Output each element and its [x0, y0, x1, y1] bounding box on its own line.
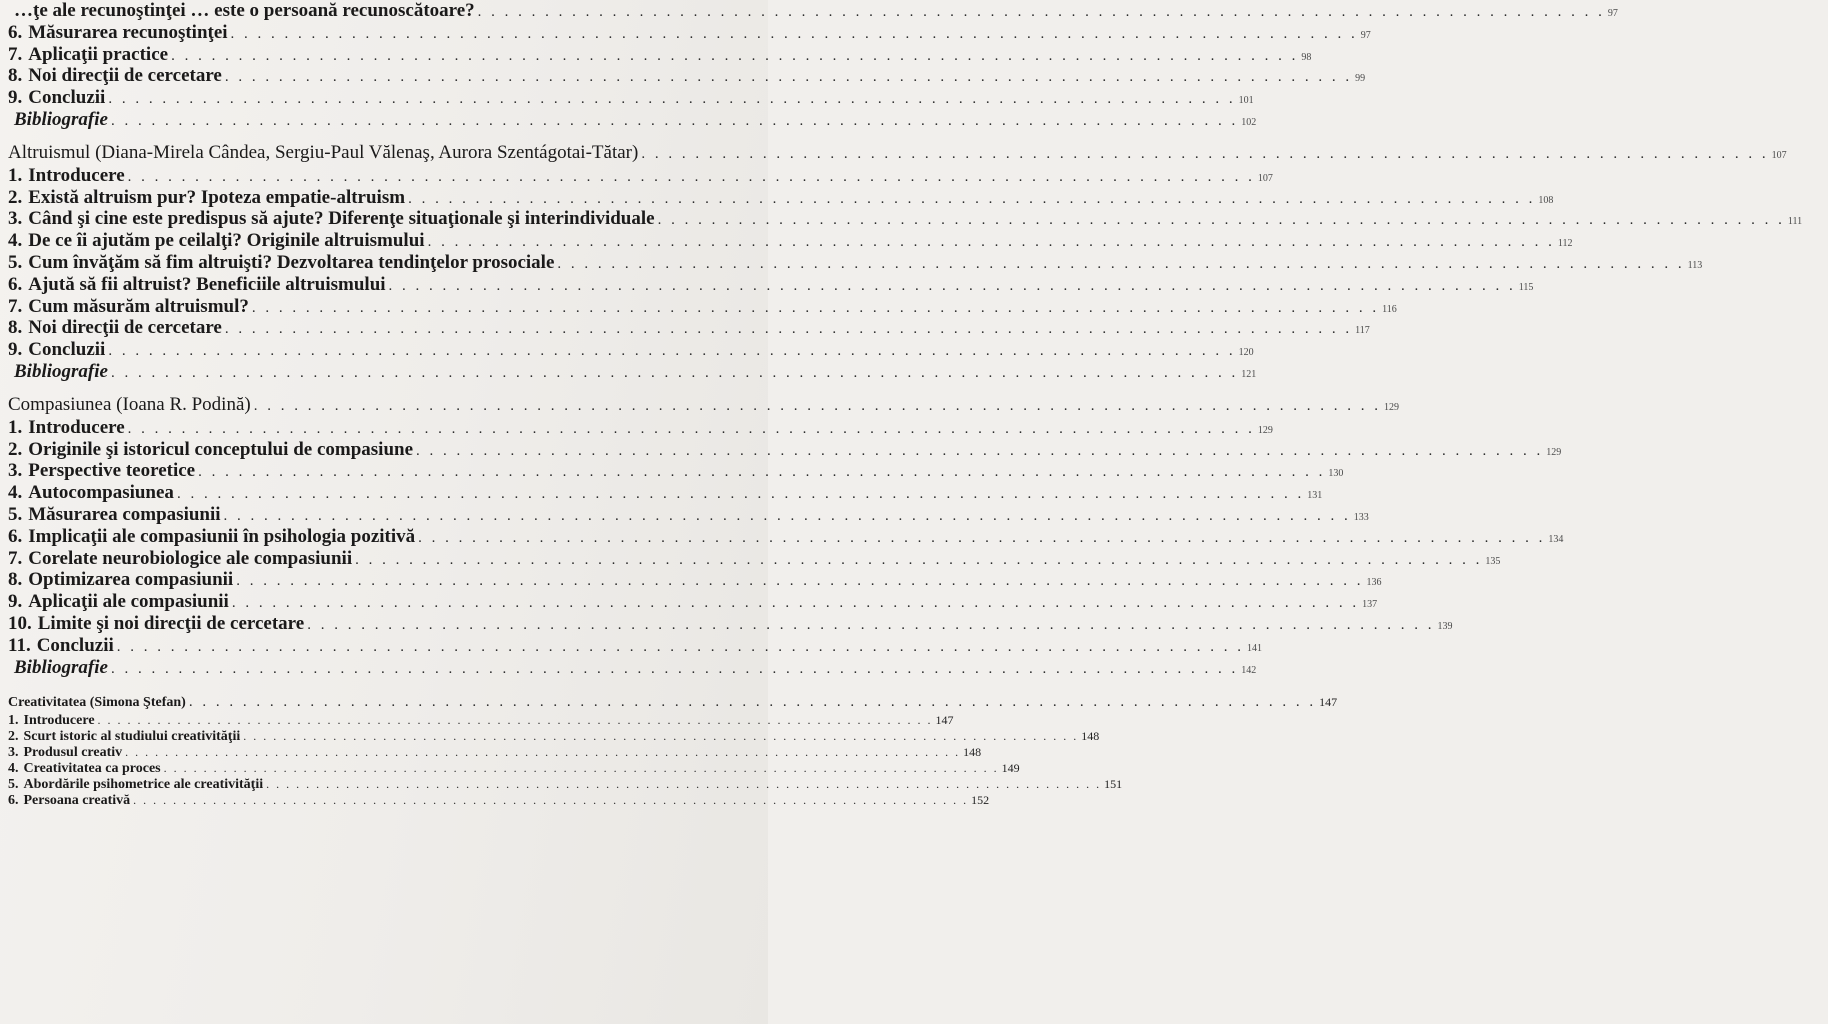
- dot-leader: . . . . . . . . . . . . . . . . . . . . . . . . . . . . . . . . . . . . . . . . . . . . . . . . . . . . . . . . . . . . . . . . . . . . . . . . . . . . . . . . . . . .: [108, 91, 1236, 108]
- dot-leader: . . . . . . . . . . . . . . . . . . . . . . . . . . . . . . . . . . . . . . . . . . . . . . . . . . . . . . . . . . . . . . . . . . . . . . . . . . . . . . . . . . . .: [657, 212, 1785, 229]
- page-number: 102: [1241, 116, 1257, 128]
- page-number: 107: [1257, 172, 1273, 184]
- entry-title: Noi direcţii de cercetare: [28, 65, 222, 87]
- page-number: 149: [1001, 761, 1020, 776]
- entry-number: 8.: [8, 569, 23, 591]
- toc-entry[interactable]: [8, 416, 1273, 439]
- toc-entry[interactable]: [8, 273, 1534, 296]
- page-number: 129: [1546, 446, 1562, 458]
- entry-number: 2.: [8, 729, 19, 745]
- dot-leader: . . . . . . . . . . . . . . . . . . . . . . . . . . . . . . . . . . . . . . . . . . . . . . . . . . . . . . . . . . . . . . . . . . . . . . . . . . . . . . . . . . . .: [127, 420, 1255, 437]
- toc-entry[interactable]: [8, 460, 1344, 482]
- dot-leader: . . . . . . . . . . . . . . . . . . . . . . . . . . . . . . . . . . . . . . . . . . . . . . . . . . . . . . . . . . . . . . . . . . . . . . . . . . . . . . . . . . . .: [224, 321, 1353, 338]
- toc-section-compassion: [8, 393, 1564, 679]
- entry-title: Ajută să fii altruist? Beneficiile altruismului: [28, 273, 386, 295]
- entry-title: Cum măsurăm altruismul?: [28, 295, 249, 317]
- page-number: 121: [1241, 368, 1257, 380]
- dot-leader: . . . . . . . . . . . . . . . . . . . . . . . . . . . . . . . . . . . . . . . . . . . . . . . . . . . . . . . . . . . . . . . . . . . . . . . . . . . . . . . . . . . .: [251, 299, 1380, 316]
- toc-entry[interactable]: [8, 21, 1371, 44]
- dot-leader: . . . . . . . . . . . . . . . . . . . . . . . . . . . . . . . . . . . . . . . . . . . . . . . . . . . . . . . . . . . . . . . . . . . . . . . . . . . . . . . . . . . .: [110, 660, 1239, 677]
- toc-entry[interactable]: [8, 87, 1254, 109]
- toc-entry[interactable]: [8, 186, 1554, 209]
- dot-leader: . . . . . . . . . . . . . . . . . . . . . . . . . . . . . . . . . . . . . . . . . . . . . . . . . . . . . . . . . . . . . . . . . . . . . . . . . . . . . . . . . . . .: [171, 47, 1299, 64]
- page-number: 108: [1538, 194, 1554, 206]
- dot-leader: . . . . . . . . . . . . . . . . . . . . . . . . . . . . . . . . . . . . . . . . . . . . . . . . . . . . . . . . . . . . . . . . . . . . . . . . . . . . . . . . . . . .: [133, 793, 969, 808]
- entry-number: 9.: [8, 339, 23, 361]
- entry-number: 8.: [8, 317, 23, 339]
- dot-leader: . . . . . . . . . . . . . . . . . . . . . . . . . . . . . . . . . . . . . . . . . . . . . . . . . . . . . . . . . . . . . . . . . . . . . . . . . . . . . . . . . . . .: [355, 551, 1483, 568]
- page-number: 131: [1307, 490, 1323, 502]
- entry-title: Concluzii: [28, 339, 106, 361]
- dot-leader: . . . . . . . . . . . . . . . . . . . . . . . . . . . . . . . . . . . . . . . . . . . . . . . . . . . . . . . . . . . . . . . . . . . . . . . . . . . . . . . . . . . .: [223, 507, 1351, 524]
- entry-number: 7.: [8, 295, 23, 317]
- dot-leader: . . . . . . . . . . . . . . . . . . . . . . . . . . . . . . . . . . . . . . . . . . . . . . . . . . . . . . . . . . . . . . . . . . . . . . . . . . . . . . . . . . . .: [198, 464, 1326, 481]
- toc-entry[interactable]: [8, 295, 1397, 318]
- section-heading-title: Compasiunea (Ioana R. Podină): [8, 393, 251, 415]
- entry-title: Aplicaţii practice: [28, 43, 169, 65]
- dot-leader: . . . . . . . . . . . . . . . . . . . . . . . . . . . . . . . . . . . . . . . . . . . . . . . . . . . . . . . . . . . . . . . . . . . . . . . . . . . . . . . . . . . .: [253, 397, 1381, 414]
- entry-number: 3.: [8, 745, 19, 761]
- entry-title: Măsurarea recunoştinţei: [28, 21, 228, 43]
- toc-entry[interactable]: [8, 164, 1273, 187]
- dot-leader: . . . . . . . . . . . . . . . . . . . . . . . . . . . . . . . . . . . . . . . . . . . . . . . . . . . . . . . . . . . . . . . . . . . . . . . . . . . . . . . . . . . .: [641, 145, 1769, 162]
- dot-leader: . . . . . . . . . . . . . . . . . . . . . . . . . . . . . . . . . . . . . . . . . . . . . . . . . . . . . . . . . . . . . . . . . . . . . . . . . . . . . . . . . . . .: [266, 777, 1102, 792]
- dot-leader: . . . . . . . . . . . . . . . . . . . . . . . . . . . . . . . . . . . . . . . . . . . . . . . . . . . . . . . . . . . . . . . . . . . . . . . . . . . . . . . . . . . .: [427, 234, 1555, 251]
- page-number: 147: [935, 713, 954, 728]
- toc-entry[interactable]: [8, 569, 1382, 591]
- toc-entry[interactable]: [8, 525, 1564, 548]
- entry-title: Concluzii: [36, 634, 114, 656]
- page-number: 111: [1787, 216, 1803, 228]
- toc-entry[interactable]: [8, 792, 990, 809]
- page-number: 136: [1366, 577, 1382, 589]
- entry-title: Concluzii: [28, 87, 106, 109]
- entry-title: Cum învăţăm să fim altruişti? Dezvoltarea tendinţelor prosociale: [28, 251, 555, 273]
- dot-leader: . . . . . . . . . . . . . . . . . . . . . . . . . . . . . . . . . . . . . . . . . . . . . . . . . . . . . . . . . . . . . . . . . . . . . . . . . . . . . . . . . . . .: [108, 343, 1236, 360]
- entry-number: 1.: [8, 713, 19, 729]
- dot-leader: . . . . . . . . . . . . . . . . . . . . . . . . . . . . . . . . . . . . . . . . . . . . . . . . . . . . . . . . . . . . . . . . . . . . . . . . . . . . . . . . . . . .: [231, 595, 1360, 612]
- section-heading[interactable]: [8, 141, 1787, 165]
- entry-title: De ce îi ajutăm pe ceilalţi? Originile altruismului: [28, 230, 425, 252]
- entry-number: 7.: [8, 43, 23, 65]
- toc-entry[interactable]: [8, 108, 1257, 131]
- dot-leader: . . . . . . . . . . . . . . . . . . . . . . . . . . . . . . . . . . . . . . . . . . . . . . . . . . . . . . . . . . . . . . . . . . . . . . . . . . . . . . . . . . . .: [307, 616, 1435, 633]
- page-number: 112: [1557, 238, 1573, 250]
- entry-number: 10.: [8, 612, 32, 634]
- entry-title: Bibliografie: [14, 360, 108, 382]
- toc-section-gratitude: [8, 0, 1618, 131]
- entry-number: 7.: [8, 547, 23, 569]
- toc-entry[interactable]: [8, 612, 1453, 635]
- entry-number: 4.: [8, 761, 19, 777]
- entry-number: 6.: [8, 525, 23, 547]
- dot-leader: . . . . . . . . . . . . . . . . . . . . . . . . . . . . . . . . . . . . . . . . . . . . . . . . . . . . . . . . . . . . . . . . . . . . . . . . . . . . . . . . . . . .: [416, 442, 1544, 459]
- dot-leader: . . . . . . . . . . . . . . . . . . . . . . . . . . . . . . . . . . . . . . . . . . . . . . . . . . . . . . . . . . . . . . . . . . . . . . . . . . . . . . . . . . . .: [418, 529, 1546, 546]
- page-number: 117: [1355, 325, 1370, 337]
- toc-entry[interactable]: [8, 208, 1803, 230]
- page-number: 129: [1383, 401, 1399, 413]
- entry-number: 11.: [8, 634, 31, 656]
- entry-title: Bibliografie: [14, 656, 108, 678]
- dot-leader: . . . . . . . . . . . . . . . . . . . . . . . . . . . . . . . . . . . . . . . . . . . . . . . . . . . . . . . . . . . . . . . . . . . . . . . . . . . . . . . . . . . .: [243, 729, 1079, 744]
- toc-entry[interactable]: [8, 547, 1501, 570]
- entry-title: Persoana creativă: [23, 793, 131, 809]
- entry-title: Introducere: [28, 416, 125, 438]
- toc-entry[interactable]: [8, 482, 1323, 504]
- entry-title: Aplicaţii ale compasiunii: [28, 591, 229, 613]
- toc-entry[interactable]: [8, 728, 1100, 745]
- dot-leader: . . . . . . . . . . . . . . . . . . . . . . . . . . . . . . . . . . . . . . . . . . . . . . . . . . . . . . . . . . . . . . . . . . . . . . . . . . . . . . . . . . . .: [388, 277, 1516, 294]
- dot-leader: . . . . . . . . . . . . . . . . . . . . . . . . . . . . . . . . . . . . . . . . . . . . . . . . . . . . . . . . . . . . . . . . . . . . . . . . . . . . . . . . . . . .: [110, 112, 1239, 129]
- page-number: 147: [1319, 695, 1338, 710]
- entry-title: Implicaţii ale compasiunii în psihologia pozitivă: [28, 525, 416, 547]
- page-number: 101: [1238, 95, 1254, 107]
- entry-title: Introducere: [23, 713, 95, 729]
- entry-title: Autocompasiunea: [28, 482, 174, 504]
- toc-entry[interactable]: [8, 251, 1703, 274]
- page-number: 133: [1353, 511, 1369, 523]
- toc-section-creativity: [8, 692, 1338, 809]
- entry-number: 3.: [8, 208, 23, 230]
- toc-entry[interactable]: [8, 591, 1378, 613]
- entry-number: 9.: [8, 87, 23, 109]
- entry-title: Bibliografie: [14, 108, 108, 130]
- entry-number: 5.: [8, 503, 23, 525]
- entry-title: …ţe ale recunoştinţei … este o persoană recunoscătoare?: [14, 0, 475, 21]
- toc-entry[interactable]: [8, 230, 1573, 252]
- page-number: 99: [1355, 73, 1366, 85]
- page-number: 97: [1360, 29, 1371, 41]
- entry-title: Corelate neurobiologice ale compasiunii: [28, 547, 353, 569]
- page-number: 107: [1771, 149, 1787, 161]
- entry-number: 1.: [8, 416, 23, 438]
- entry-number: 4.: [8, 482, 23, 504]
- entry-title: Noi direcţii de cercetare: [28, 317, 222, 339]
- dot-leader: . . . . . . . . . . . . . . . . . . . . . . . . . . . . . . . . . . . . . . . . . . . . . . . . . . . . . . . . . . . . . . . . . . . . . . . . . . . . . . . . . . . .: [557, 255, 1685, 272]
- entry-title: Perspective teoretice: [28, 460, 196, 482]
- table-of-contents: [8, 0, 1803, 809]
- toc-entry[interactable]: [8, 317, 1370, 339]
- toc-entry[interactable]: [8, 360, 1257, 383]
- entry-title: Limite şi noi direcţii de cercetare: [37, 612, 305, 634]
- toc-entry[interactable]: [8, 438, 1562, 461]
- page-number: 152: [971, 793, 990, 808]
- toc-entry[interactable]: [8, 43, 1312, 66]
- toc-entry[interactable]: [8, 776, 1123, 793]
- toc-entry[interactable]: [8, 0, 1618, 22]
- section-heading[interactable]: [8, 393, 1399, 417]
- entry-title: Există altruism pur? Ipoteza empatie-altruism: [28, 186, 406, 208]
- entry-number: 2.: [8, 438, 23, 460]
- page-number: 148: [963, 745, 982, 760]
- page-number: 113: [1687, 259, 1703, 271]
- page-number: 116: [1382, 303, 1397, 315]
- entry-number: 1.: [8, 164, 23, 186]
- page-number: 97: [1607, 8, 1618, 19]
- page-number: 148: [1081, 729, 1100, 744]
- page-number: 130: [1328, 468, 1344, 480]
- entry-number: 8.: [8, 65, 23, 87]
- section-heading[interactable]: [8, 692, 1338, 712]
- entry-number: 4.: [8, 230, 23, 252]
- toc-entry[interactable]: [8, 503, 1369, 526]
- page-number: 129: [1257, 424, 1273, 436]
- dot-leader: . . . . . . . . . . . . . . . . . . . . . . . . . . . . . . . . . . . . . . . . . . . . . . . . . . . . . . . . . . . . . . . . . . . . . . . . . . . . . . . . . . . .: [230, 25, 1358, 42]
- dot-leader: . . . . . . . . . . . . . . . . . . . . . . . . . . . . . . . . . . . . . . . . . . . . . . . . . . . . . . . . . . . . . . . . . . . . . . . . . . . . . . . . . . . .: [110, 364, 1239, 381]
- toc-entry[interactable]: [8, 760, 1020, 777]
- entry-title: Introducere: [28, 164, 125, 186]
- page-number: 120: [1238, 347, 1254, 359]
- toc-section-altruism: [8, 141, 1803, 383]
- entry-title: Originile şi istoricul conceptului de compasiune: [28, 438, 414, 460]
- dot-leader: . . . . . . . . . . . . . . . . . . . . . . . . . . . . . . . . . . . . . . . . . . . . . . . . . . . . . . . . . . . . . . . . . . . . . . . . . . . . . . . . . . . .: [477, 4, 1605, 20]
- entry-number: 5.: [8, 251, 23, 273]
- toc-entry[interactable]: [8, 656, 1257, 679]
- page-number: 134: [1548, 533, 1564, 545]
- entry-title: Măsurarea compasiunii: [28, 503, 221, 525]
- dot-leader: . . . . . . . . . . . . . . . . . . . . . . . . . . . . . . . . . . . . . . . . . . . . . . . . . . . . . . . . . . . . . . . . . . . . . . . . . . . . . . . . . . . .: [163, 761, 999, 776]
- page-number: 135: [1485, 555, 1501, 567]
- entry-title: Abordările psihometrice ale creativităţii: [23, 777, 264, 793]
- entry-number: 6.: [8, 793, 19, 809]
- section-heading-title: Altruismul (Diana-Mirela Cândea, Sergiu-Paul Vălenaş, Aurora Szentágotai-Tătar): [8, 141, 639, 163]
- dot-leader: . . . . . . . . . . . . . . . . . . . . . . . . . . . . . . . . . . . . . . . . . . . . . . . . . . . . . . . . . . . . . . . . . . . . . . . . . . . . . . . . . . . .: [224, 69, 1353, 86]
- page-number: 142: [1241, 664, 1257, 676]
- page-number: 115: [1518, 281, 1534, 293]
- section-gap: [8, 678, 768, 692]
- entry-title: Când şi cine este predispus să ajute? Diferenţe situaţionale şi interindividuale: [28, 208, 655, 230]
- entry-number: 6.: [8, 273, 23, 295]
- dot-leader: . . . . . . . . . . . . . . . . . . . . . . . . . . . . . . . . . . . . . . . . . . . . . . . . . . . . . . . . . . . . . . . . . . . . . . . . . . . . . . . . . . . .: [188, 694, 1317, 711]
- entry-title: Produsul creativ: [23, 745, 123, 761]
- dot-leader: . . . . . . . . . . . . . . . . . . . . . . . . . . . . . . . . . . . . . . . . . . . . . . . . . . . . . . . . . . . . . . . . . . . . . . . . . . . . . . . . . . . .: [127, 168, 1255, 185]
- section-heading-title: Creativitatea (Simona Ştefan): [8, 695, 186, 711]
- dot-leader: . . . . . . . . . . . . . . . . . . . . . . . . . . . . . . . . . . . . . . . . . . . . . . . . . . . . . . . . . . . . . . . . . . . . . . . . . . . . . . . . . . . .: [125, 745, 961, 760]
- entry-number: 2.: [8, 186, 23, 208]
- page-number: 141: [1247, 642, 1263, 654]
- entry-number: 5.: [8, 777, 19, 793]
- dot-leader: . . . . . . . . . . . . . . . . . . . . . . . . . . . . . . . . . . . . . . . . . . . . . . . . . . . . . . . . . . . . . . . . . . . . . . . . . . . . . . . . . . . .: [408, 190, 1536, 207]
- page-number: 139: [1437, 620, 1453, 632]
- toc-entry[interactable]: [8, 339, 1254, 361]
- dot-leader: . . . . . . . . . . . . . . . . . . . . . . . . . . . . . . . . . . . . . . . . . . . . . . . . . . . . . . . . . . . . . . . . . . . . . . . . . . . . . . . . . . . .: [176, 486, 1305, 503]
- toc-entry[interactable]: [8, 744, 982, 761]
- entry-title: Creativitatea ca proces: [23, 761, 161, 777]
- dot-leader: . . . . . . . . . . . . . . . . . . . . . . . . . . . . . . . . . . . . . . . . . . . . . . . . . . . . . . . . . . . . . . . . . . . . . . . . . . . . . . . . . . . .: [97, 713, 933, 728]
- entry-number: 9.: [8, 591, 23, 613]
- entry-title: Optimizarea compasiunii: [28, 569, 234, 591]
- toc-entry[interactable]: [8, 712, 954, 729]
- entry-title: Scurt istoric al studiului creativităţii: [23, 729, 241, 745]
- toc-entry[interactable]: [8, 634, 1263, 657]
- dot-leader: . . . . . . . . . . . . . . . . . . . . . . . . . . . . . . . . . . . . . . . . . . . . . . . . . . . . . . . . . . . . . . . . . . . . . . . . . . . . . . . . . . . .: [236, 573, 1364, 590]
- toc-entry[interactable]: [8, 65, 1366, 87]
- dot-leader: . . . . . . . . . . . . . . . . . . . . . . . . . . . . . . . . . . . . . . . . . . . . . . . . . . . . . . . . . . . . . . . . . . . . . . . . . . . . . . . . . . . .: [116, 638, 1245, 655]
- page-number: 98: [1301, 51, 1312, 63]
- page-number: 151: [1104, 777, 1123, 792]
- entry-number: 6.: [8, 21, 23, 43]
- page-number: 137: [1362, 599, 1378, 611]
- entry-number: 3.: [8, 460, 23, 482]
